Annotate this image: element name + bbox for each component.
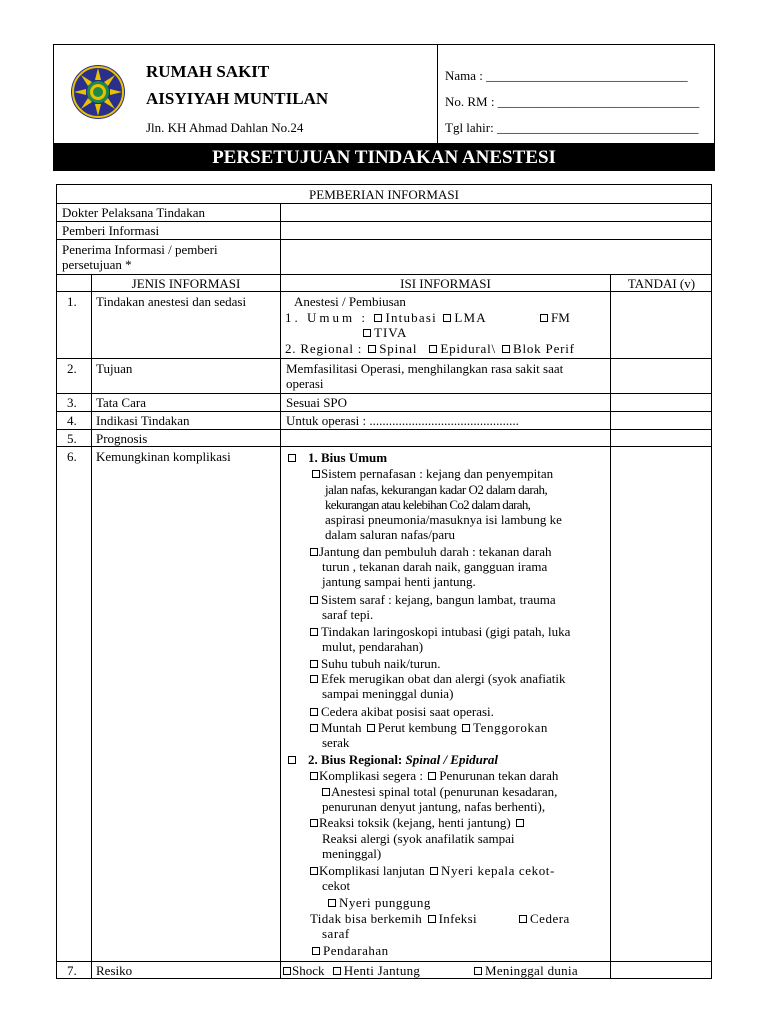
- row-text: Sesuai SPO: [286, 395, 348, 410]
- heading-text-italic: Spinal / Epidural: [405, 752, 498, 767]
- item-text: kekurangan atau kelebihan Co2 dalam darah,: [325, 497, 531, 512]
- complication-item: [308, 624, 570, 639]
- item-text: Perut kembung: [377, 720, 457, 735]
- complication-item: [308, 671, 566, 686]
- option-text: Blok Perif: [513, 341, 575, 356]
- row-label: Tindakan anestesi dan sedasi: [96, 294, 247, 309]
- complication-item: [310, 911, 477, 926]
- checkbox-icon[interactable]: [310, 867, 318, 875]
- checkbox-icon[interactable]: [310, 772, 318, 780]
- complication-item: [308, 720, 548, 735]
- informant-input[interactable]: [281, 222, 711, 238]
- item-text: Komplikasi segera :: [319, 768, 423, 783]
- regional-label: 2. Regional :: [285, 341, 363, 356]
- item-text: Tindakan laringoskopi intubasi (gigi patah, luka: [321, 624, 571, 639]
- item-text: Muntah: [321, 720, 362, 735]
- recipient-input[interactable]: [281, 240, 711, 273]
- col-header-jenis: JENIS INFORMASI: [131, 276, 241, 291]
- item-text: penurunan denyut jantung, nafas berhenti),: [322, 799, 546, 814]
- row-number: 2.: [67, 361, 77, 376]
- complication-item: [517, 911, 570, 926]
- item-text: aspirasi pneumonia/masuknya isi lambung ke: [325, 512, 562, 527]
- medical-record-field[interactable]: No. RM : _______________________________: [445, 94, 700, 109]
- row-number: 4.: [67, 413, 77, 428]
- heading-text: 1. Bius Umum: [308, 450, 388, 465]
- item-text: Jantung dan pembuluh darah : tekanan darah: [319, 544, 552, 559]
- checkbox-icon[interactable]: [312, 947, 320, 955]
- anesthesia-regional-line: [285, 341, 610, 356]
- doctor-label: Dokter Pelaksana Tindakan: [62, 205, 205, 220]
- risk-options: [283, 963, 420, 978]
- item-text: Tenggorokan: [473, 720, 549, 735]
- general-anesthesia-heading: [286, 450, 387, 465]
- option-text: Intubasi: [385, 310, 437, 325]
- checkbox-icon[interactable]: [363, 329, 371, 337]
- checkbox-icon[interactable]: [367, 724, 375, 732]
- item-text: Tidak bisa berkemih: [310, 911, 423, 926]
- complication-item: [310, 544, 551, 559]
- checkbox-icon[interactable]: [312, 470, 320, 478]
- item-text: cekot: [322, 878, 351, 893]
- option-text: Spinal: [379, 341, 418, 356]
- tiva-option: [361, 325, 407, 340]
- checkbox-icon[interactable]: [519, 915, 527, 923]
- item-text: Pendarahan: [323, 943, 389, 958]
- complication-item: [310, 863, 555, 878]
- checkbox-icon[interactable]: [428, 915, 436, 923]
- item-text: mulut, pendarahan): [322, 639, 424, 654]
- item-text: Penurunan tekan darah: [439, 768, 559, 783]
- birth-date-field[interactable]: Tgl lahir: _______________________________: [445, 120, 699, 135]
- item-text: sampai meninggal dunia): [322, 686, 454, 701]
- row-text: Memfasilitasi Operasi, menghilangkan rasa sakit saat: [286, 361, 564, 376]
- item-text: turun , tekanan darah naik, gangguan irama: [322, 559, 548, 574]
- checkbox-icon[interactable]: [328, 899, 336, 907]
- checkbox-icon[interactable]: [430, 867, 438, 875]
- checkbox-icon[interactable]: [310, 819, 318, 827]
- item-text: Sistem saraf : kejang, bangun lambat, trauma: [321, 592, 556, 607]
- option-text: LMA: [454, 310, 487, 325]
- complication-item: [310, 943, 389, 958]
- row-number: 7.: [67, 963, 77, 978]
- complication-item: [322, 784, 557, 799]
- checkbox-icon[interactable]: [310, 724, 318, 732]
- fm-option: [538, 310, 570, 325]
- general-label: 1. Umum :: [285, 310, 368, 325]
- recipient-label-2: persetujuan *: [62, 257, 132, 272]
- checkbox-icon[interactable]: [428, 772, 436, 780]
- checkbox-icon[interactable]: [429, 345, 437, 353]
- checkbox-icon[interactable]: [516, 819, 524, 827]
- complication-item: [308, 656, 441, 671]
- row-text: operasi: [286, 376, 324, 391]
- row-label: Indikasi Tindakan: [96, 413, 190, 428]
- anesthesia-general-line: [285, 310, 487, 325]
- page-title: PERSETUJUAN TINDAKAN ANESTESI: [212, 147, 556, 168]
- section-title: PEMBERIAN INFORMASI: [309, 187, 459, 202]
- hospital-address: Jln. KH Ahmad Dahlan No.24: [146, 120, 304, 135]
- checkbox-icon[interactable]: [368, 345, 376, 353]
- item-text: Sistem pernafasan : kejang dan penyempitan: [321, 466, 554, 481]
- item-text: Reaksi alergi (syok anafilatik sampai: [322, 831, 515, 846]
- row-text: Untuk operasi : ..............................................: [286, 413, 519, 428]
- complication-item: [308, 704, 494, 719]
- item-text: Cedera: [530, 911, 570, 926]
- row-label: Kemungkinan komplikasi: [96, 449, 231, 464]
- item-text: jalan nafas, kekurangan kadar O2 dalam darah,: [325, 482, 548, 497]
- checkbox-icon[interactable]: [310, 596, 318, 604]
- checkbox-icon[interactable]: [443, 314, 451, 322]
- risk-option-death: [472, 963, 578, 978]
- option-text: Epidural\: [440, 341, 496, 356]
- item-text: Komplikasi lanjutan: [319, 863, 425, 878]
- item-text: Reaksi toksik (kejang, henti jantung): [319, 815, 511, 830]
- checkbox-icon[interactable]: [283, 967, 291, 975]
- item-text: Infeksi: [438, 911, 477, 926]
- item-text: jantung sampai henti jantung.: [322, 574, 476, 589]
- checkbox-icon[interactable]: [322, 788, 330, 796]
- item-text: meninggal): [322, 846, 382, 861]
- col-header-tandai: TANDAI (v): [627, 276, 696, 291]
- item-text: Nyeri punggung: [339, 895, 431, 910]
- header-divider: [437, 44, 438, 144]
- complication-item: [308, 592, 556, 607]
- item-text: saraf: [322, 926, 350, 941]
- doctor-input[interactable]: [281, 204, 711, 220]
- checkbox-icon[interactable]: [310, 708, 318, 716]
- row-label: Prognosis: [96, 431, 148, 446]
- option-text: Meninggal dunia: [485, 963, 578, 978]
- complication-item: [310, 815, 527, 830]
- option-text: FM: [551, 310, 570, 325]
- item-text: Cedera akibat posisi saat operasi.: [321, 704, 494, 719]
- row-number: 6.: [67, 449, 77, 464]
- item-text: saraf tepi.: [322, 607, 374, 622]
- row-number: 5.: [67, 431, 77, 446]
- patient-name-field[interactable]: Nama : _______________________________: [445, 68, 688, 83]
- checkbox-icon[interactable]: [310, 660, 318, 668]
- item-text: dalam saluran nafas/paru: [325, 527, 455, 542]
- row-text: Anestesi / Pembiusan: [294, 294, 406, 309]
- checkbox-icon[interactable]: [462, 724, 470, 732]
- checkbox-icon[interactable]: [288, 756, 296, 764]
- hospital-logo: [67, 61, 129, 123]
- checkbox-icon[interactable]: [288, 454, 296, 462]
- checkbox-icon[interactable]: [502, 345, 510, 353]
- checkbox-icon[interactable]: [310, 548, 318, 556]
- checkbox-icon[interactable]: [310, 675, 318, 683]
- row-number: 3.: [67, 395, 77, 410]
- option-text: Shock: [292, 963, 325, 978]
- row-number: 1.: [67, 294, 77, 309]
- hospital-name-line2: AISYIYAH MUNTILAN: [146, 89, 329, 108]
- heading-text: 2. Bius Regional:: [308, 752, 406, 767]
- recipient-label-1: Penerima Informasi / pemberi: [62, 242, 218, 257]
- item-text: Efek merugikan obat dan alergi (syok anafiatik: [321, 671, 566, 686]
- row-label: Tata Cara: [96, 395, 146, 410]
- complication-item: [326, 895, 431, 910]
- option-text: Henti Jantung: [343, 963, 421, 978]
- checkbox-icon[interactable]: [474, 967, 482, 975]
- complication-item: [310, 768, 558, 783]
- hospital-name-line1: RUMAH SAKIT: [146, 62, 270, 81]
- item-text: Nyeri kepala cekot-: [441, 863, 555, 878]
- item-text: Suhu tubuh naik/turun.: [321, 656, 441, 671]
- col-header-isi: ISI INFORMASI: [400, 276, 491, 291]
- checkbox-icon[interactable]: [310, 628, 318, 636]
- option-text: TIVA: [374, 325, 408, 340]
- item-text: serak: [322, 735, 350, 750]
- checkbox-icon[interactable]: [374, 314, 382, 322]
- row-label: Tujuan: [96, 361, 133, 376]
- regional-anesthesia-heading: [286, 752, 498, 767]
- item-text: Anestesi spinal total (penurunan kesadaran,: [331, 784, 558, 799]
- checkbox-icon[interactable]: [540, 314, 548, 322]
- informant-label: Pemberi Informasi: [62, 223, 160, 238]
- checkbox-icon[interactable]: [333, 967, 341, 975]
- complication-item: [312, 466, 553, 481]
- row-label: Resiko: [96, 963, 133, 978]
